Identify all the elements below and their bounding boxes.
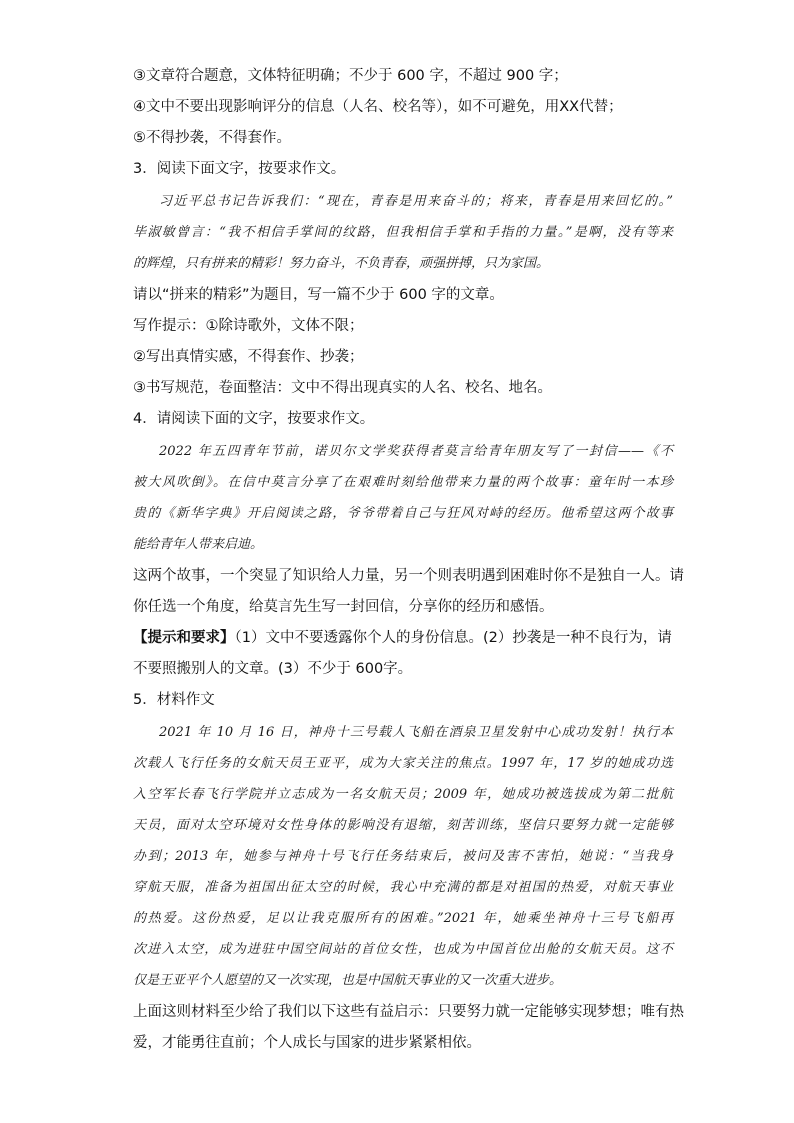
q4-task-line: 你任选一个角度，给莫言先生写一封回信，分享你的经历和感悟。: [133, 599, 554, 615]
q5-material-line: 入空军长春飞行学院并立志成为一名女航天员；2009 年，她成功被选拔成为第二批航: [133, 787, 673, 802]
q4-material-line: 被大风吹倒》。在信中莫言分享了在艰难时刻给他带来力量的两个故事：童年时一本珍: [133, 475, 673, 490]
q4-requirements-label: 【提示和要求】: [133, 630, 235, 646]
q3-task: 请以“拼来的精彩”为题目，写一篇不少于 600 字的文章。: [133, 287, 504, 303]
q2-requirement-3: ③文章符合题意，文体特征明确；不少于 600 字，不超过 900 字；: [133, 68, 568, 84]
q3-hint: 写作提示：①除诗歌外，文体不限；: [133, 318, 364, 334]
q3-material-line: 的辉煌，只有拼来的精彩！努力奋斗，不负青春，顽强拼搏，只为家国。: [133, 256, 550, 271]
q3-hint: ②写出真情实感，不得套作、抄袭；: [133, 349, 364, 365]
q4-requirements-line: 不要照搬别人的文章。(3）不少于 600字。: [133, 661, 413, 677]
q5-material-line: 2021 年 10 月 16 日，神舟十三号载人飞船在酒泉卫星发射中心成功发射！执行本: [159, 725, 673, 740]
q4-material-line: 贵的《新华字典》开启阅读之路，爷爷带着自己与狂风对峙的经历。他希望这两个故事: [133, 506, 673, 521]
q3-heading: 3．阅读下面文字，按要求作文。: [133, 161, 346, 177]
q3-material-line: 习近平总书记告诉我们：“现在，青春是用来奋斗的；将来，青春是用来回忆的。”: [159, 194, 673, 209]
q4-heading: 4．请阅读下面的文字，按要求作文。: [133, 411, 375, 427]
q5-conclusion-line: 上面这则材料至少给了我们以下这些有益启示：只要努力就一定能够实现梦想；唯有热: [133, 1004, 684, 1020]
q5-heading: 5．材料作文: [133, 692, 215, 708]
q5-material-line: 次进入太空，成为进驻中国空间站的首位女性，也成为中国首位出舱的女航天员。这不: [133, 942, 673, 957]
q3-material-line: 毕淑敏曾言：“我不相信手掌间的纹路，但我相信手掌和手指的力量。”是啊，没有等来: [133, 225, 673, 240]
q5-material-line: 穿航天服，准备为祖国出征太空的时候，我心中充满的都是对祖国的热爱，对航天事业: [133, 880, 673, 895]
q4-material-line: 2022 年五四青年节前，诺贝尔文学奖获得者莫言给青年朋友写了一封信——《不: [159, 444, 673, 459]
q5-material-line: 办到；2013 年，她参与神舟十号飞行任务结束后，被问及害不害怕，她说：“当我身: [133, 849, 673, 864]
q4-requirements: [133, 628, 673, 648]
q4-task-line: 这两个故事，一个突显了知识给人力量，另一个则表明遇到困难时你不是独自一人。请: [133, 568, 684, 584]
q4-material-line: 能给青年人带来启迪。: [133, 537, 264, 552]
q5-material-line: 的热爱。这份热爱，足以让我克服所有的困难。”2021 年，她乘坐神舟十三号飞船再: [133, 911, 673, 926]
q3-hint: ③书写规范，卷面整洁：文中不得出现真实的人名、校名、地名。: [133, 380, 552, 396]
q5-material-line: 天员，面对太空环境对女性身体的影响没有退缩，刻苦训练，坚信只要努力就一定能够: [133, 818, 673, 833]
q5-material-line: 仅是王亚平个人愿望的又一次实现，也是中国航天事业的又一次重大进步。: [133, 973, 563, 988]
q2-requirement-5: ⑤不得抄袭，不得套作。: [133, 130, 291, 146]
q2-requirement-4: ④文中不要出现影响评分的信息（人名、校名等），如不可避免，用XX代替；: [133, 99, 623, 115]
q4-requirements-text: （1）文中不要透露你个人的身份信息。(2）抄袭是一种不良行为，请: [234, 630, 672, 646]
q5-material-line: 次载人飞行任务的女航天员王亚平，成为大家关注的焦点。1997 年，17 岁的她成功选: [133, 756, 673, 771]
q5-conclusion-line: 爱，才能勇往直前；个人成长与国家的进步紧紧相依。: [133, 1035, 481, 1051]
